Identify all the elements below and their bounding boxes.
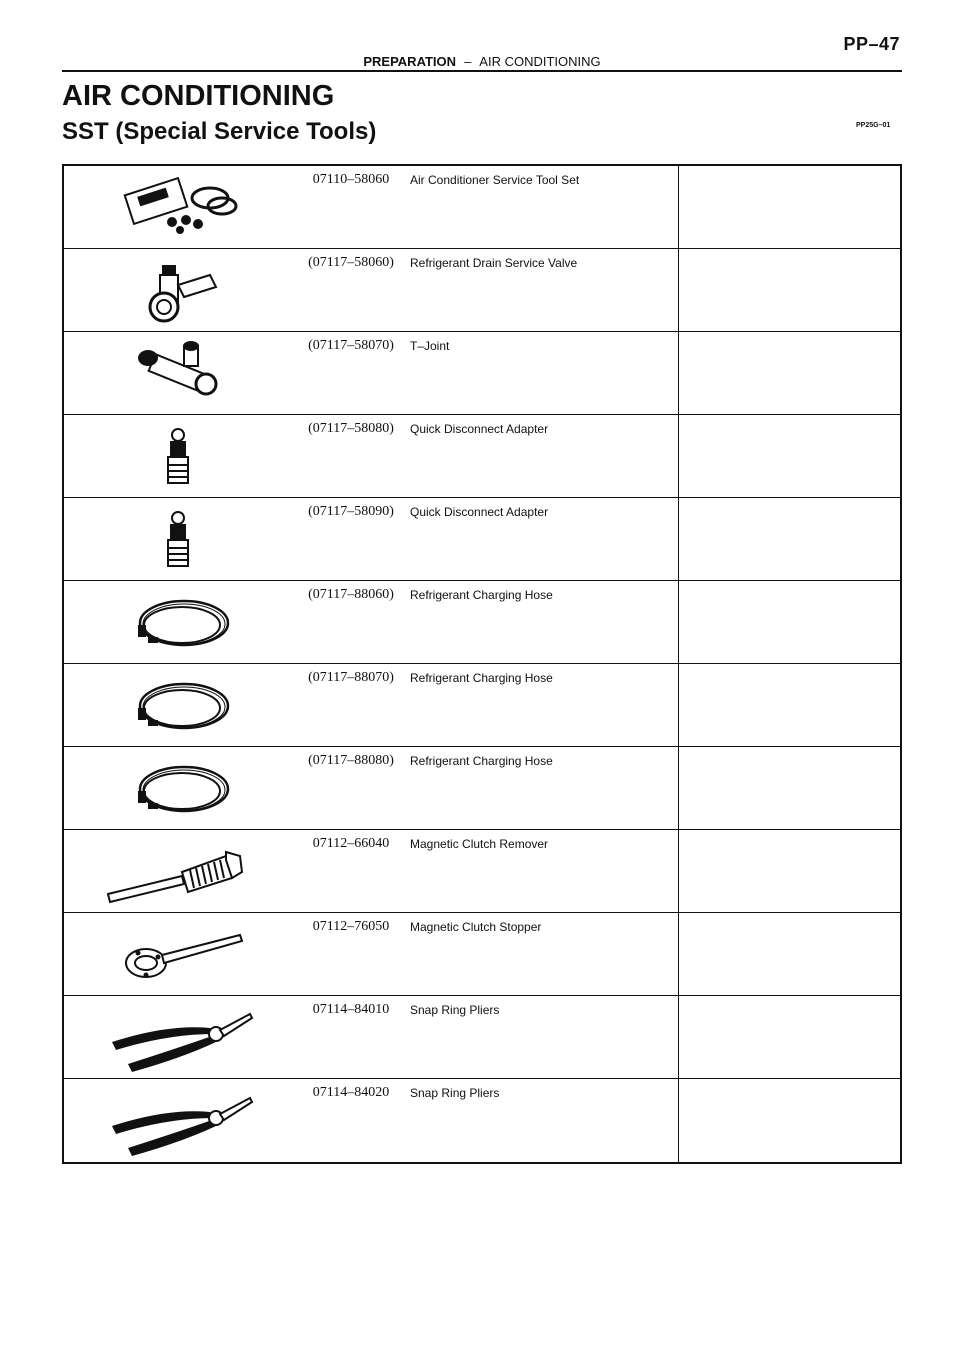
tool-name: Refrigerant Drain Service Valve: [410, 256, 578, 270]
running-header: [62, 54, 902, 69]
clutch-stopper-icon: [98, 919, 258, 989]
part-number: (07117–58080): [308, 421, 394, 436]
note-cell: [678, 1079, 900, 1162]
table-row: [64, 581, 900, 664]
part-number: 07110–58060: [312, 172, 390, 187]
tool-illustration-cell: [64, 664, 292, 746]
header-rule: [62, 70, 902, 72]
running-header-subsection: AIR CONDITIONING: [479, 54, 601, 69]
table-row: [64, 996, 900, 1079]
snap-ring-pliers-icon: [98, 1002, 258, 1072]
note-cell: [678, 166, 900, 248]
tool-name: Quick Disconnect Adapter: [410, 422, 549, 436]
table-row: [64, 332, 900, 415]
tool-name: Magnetic Clutch Stopper: [410, 920, 542, 934]
note-cell: [678, 830, 900, 912]
quick-disconnect-adapter-icon: [98, 504, 258, 574]
snap-ring-pliers-icon: [98, 1086, 258, 1156]
table-row: [64, 830, 900, 913]
tool-illustration-cell: [64, 830, 292, 912]
tool-illustration-cell: [64, 747, 292, 829]
note-cell: [678, 747, 900, 829]
tool-name: Snap Ring Pliers: [410, 1003, 500, 1017]
tool-illustration-cell: [64, 498, 292, 580]
part-number: (07117–88060): [308, 587, 394, 602]
page-number: PP–47: [843, 34, 900, 54]
tool-illustration-cell: [64, 415, 292, 497]
tool-illustration-cell: [64, 1079, 292, 1162]
document-code: PP25G–01: [856, 122, 891, 129]
tool-name: Refrigerant Charging Hose: [410, 588, 553, 602]
tool-illustration-cell: [64, 166, 292, 248]
note-cell: [678, 415, 900, 497]
note-cell: [678, 913, 900, 995]
part-number: (07117–88070): [308, 670, 394, 685]
note-cell: [678, 664, 900, 746]
note-cell: [678, 996, 900, 1078]
table-row: [64, 166, 900, 249]
part-number: (07117–88080): [308, 753, 394, 768]
part-number: (07117–58060): [308, 255, 394, 270]
part-number: (07117–58070): [308, 338, 394, 353]
charging-hose-icon: [98, 753, 258, 823]
tool-illustration-cell: [64, 249, 292, 331]
table-row: [64, 1079, 900, 1162]
t-joint-icon: [98, 338, 258, 408]
note-cell: [678, 249, 900, 331]
part-number: 07114–84020: [312, 1085, 390, 1100]
page-title: AIR CONDITIONING: [62, 80, 335, 112]
running-header-separator: –: [464, 54, 472, 69]
charging-hose-icon: [98, 587, 258, 657]
note-cell: [678, 581, 900, 663]
tool-name: Snap Ring Pliers: [410, 1086, 500, 1100]
tool-illustration-cell: [64, 913, 292, 995]
running-header-section: PREPARATION: [363, 54, 457, 69]
drain-service-valve-icon: [98, 255, 258, 325]
table-row: [64, 249, 900, 332]
tool-name: Refrigerant Charging Hose: [410, 754, 553, 768]
tool-illustration-cell: [64, 332, 292, 414]
table-row: [64, 664, 900, 747]
tool-name: Magnetic Clutch Remover: [410, 837, 549, 851]
table-row: [64, 747, 900, 830]
service-tool-set-icon: [98, 172, 258, 242]
clutch-remover-icon: [98, 836, 258, 906]
quick-disconnect-adapter-icon: [98, 421, 258, 491]
part-number: 07114–84010: [312, 1002, 390, 1017]
table-row: [64, 913, 900, 996]
tool-illustration-cell: [64, 581, 292, 663]
note-cell: [678, 332, 900, 414]
tool-name: Air Conditioner Service Tool Set: [410, 173, 580, 187]
tool-illustration-cell: [64, 996, 292, 1078]
tool-name: Refrigerant Charging Hose: [410, 671, 553, 685]
table-row: [64, 498, 900, 581]
part-number: 07112–66040: [312, 836, 390, 851]
page-subtitle: SST (Special Service Tools): [62, 118, 377, 145]
table-row: [64, 415, 900, 498]
tool-table: [62, 164, 902, 1164]
tool-name: T–Joint: [410, 339, 450, 353]
charging-hose-icon: [98, 670, 258, 740]
part-number: 07112–76050: [312, 919, 390, 934]
note-cell: [678, 498, 900, 580]
part-number: (07117–58090): [308, 504, 394, 519]
tool-name: Quick Disconnect Adapter: [410, 505, 549, 519]
